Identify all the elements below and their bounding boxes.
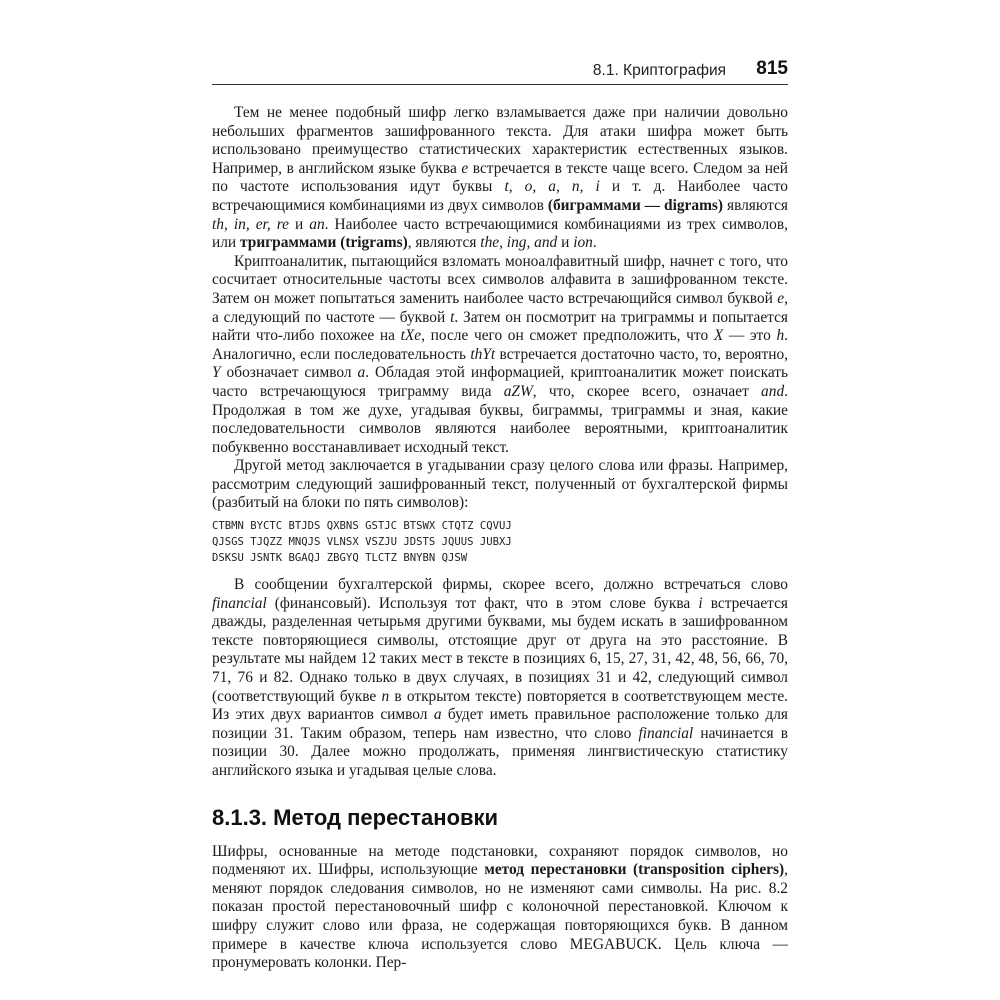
text-run: and [761,382,785,400]
text-run: встречается в тексте чаще всего. Следом за ней по частоте использования идут буквы [212,159,788,196]
text-run: a [357,364,366,382]
page-header [212,58,788,85]
text-run: , после чего он сможет предположить, что [421,327,714,345]
text-run: , что, скорее всего, означает [532,382,762,400]
paragraph-financial-example [212,576,788,781]
text-run: X [713,327,724,345]
text-run: t, o, a, n, i [504,178,600,196]
text-run: . Продолжая в том же духе, угадывая буквы, биграммы, триграммы и зная, какие последовательности символов являются наиболее вероятными, криптоаналитик побуквенно восстанавливает исходный текст. [212,382,788,456]
ciphertext-line: CTBMN BYCTC BTJDS QXBNS GSTJC BTSWX CTQTZ CQVUJ [212,520,512,533]
text-run: являются [723,196,789,214]
text-run: tXe [400,327,422,345]
paragraph-frequency-analysis [212,104,788,253]
body-text [212,104,788,973]
text-run: i [698,594,703,612]
text-run: e [461,159,469,177]
text-run: . Аналогично, если последовательность [212,327,788,363]
text-run: встречается дважды, разделенная четырьмя другими буквами, мы будем искать в зашифрованном тексте повторяющиеся символы, отстоящие друг от друга на это расстояние. В результате мы найдем 12 таких мест в тексте в позициях 6, 15, 27, 31, 42, 48, 56, 66, 70, 71, 76 и 82. Однако только в двух случаях, в позициях 31 и 42, следующий символ (соответствующий букве [212,594,788,705]
text-run: Другой метод заключается в угадывании сразу целого слова или фразы. Например, рассмотрим следующий зашифрованный текст, полученный от бухгалтерской фирмы (разбитый на блоки по пять символов): [212,457,788,512]
text-run: th, in, er, re [212,215,289,233]
text-run: , меняют порядок следования символов, но не изменяют сами символы. На рис. 8.2 показан простой перестановочный шифр с колоночной перестановкой. Ключом к шифру служит слово или фраза, не содержащая повторяющихся букв. В данном примере в качестве ключа используется слово MEGABUCK. Цель ключа — пронумеровать колонки. Пер- [212,861,788,972]
text-run: financial [638,724,694,742]
text-run: обозначает символ [220,364,358,382]
text-run: the, ing, and [480,234,558,252]
text-run: начинается в позиции 30. Далее можно продолжать, применяя лингвистическую статистику английского языка и угадывая целые слова. [212,724,788,779]
text-run: Y [212,364,221,382]
page-number: 815 [756,58,788,79]
running-head: 8.1. Криптография [592,62,726,79]
ciphertext-block [212,518,788,566]
text-run: thYt [470,345,496,363]
text-run: ion [573,234,593,252]
text-run: метод перестановки (transposition ciphers) [484,861,785,879]
text-run: , являются [407,234,481,252]
text-run: , а следующий по частоте — буквой [212,289,788,326]
text-run: будет иметь правильное расположение только для позиции 31. Таким образом, теперь нам известно, что слово [212,706,788,742]
text-run: h [776,327,785,345]
ciphertext-line: DSKSU JSNTK BGAQJ ZBGYQ TLCTZ BNYBN QJSW [212,552,468,565]
text-run: в открытом тексте) повторяется в соответствующем месте. Из этих двух вариантов символ [212,687,788,724]
text-run: . Затем он посмотрит на триграммы и попытается найти что-либо похожее на [212,308,788,345]
text-run: Шифры, основанные на методе подстановки, сохраняют порядок символов, но подменяют их. Шифры, использующие [212,842,788,879]
text-run: В сообщении бухгалтерской фирмы, скорее всего, должно встречаться слово [234,576,788,594]
text-run: aZW [503,382,533,400]
text-run: a [433,706,442,724]
paragraph-transposition-intro [212,843,788,973]
ciphertext-line: QJSGS TJQZZ MNQJS VLNSX VSZJU JDSTS JQUUS JUBXJ [212,536,512,549]
section-heading: 8.1.3. Метод перестановки [212,804,499,830]
text-run: (биграммами — digrams) [547,196,724,214]
text-run: — это [723,327,777,345]
text-run: и [557,234,574,252]
text-run: an [309,215,325,233]
text-run: встречается достаточно часто, то, вероятно, [495,345,788,363]
text-run: t [450,308,455,326]
paragraph-word-guessing [212,457,788,513]
text-run: и т. д. Наиболее часто встречающимися комбинациями из двух символов [212,178,788,214]
text-run: и [288,215,310,233]
text-run: e [777,289,785,307]
text-run: financial [212,594,267,612]
text-run: . [592,234,597,252]
text-run: Криптоаналитик, пытающийся взломать моноалфавитный шифр, начнет с того, что сосчитает относительные частоты всех символов алфавита в зашифрованном тексте. Затем он может попытаться заменить наиболее часто встречающийся символ буквой [212,252,788,307]
text-run: Тем не менее подобный шифр легко взламывается даже при наличии довольно небольших фрагментов зашифрованного текста. Для атаки шифра может быть использовано преимущество статистических характеристик естественных языков. Например, в английском языке буква [212,104,788,177]
text-run: . Наиболее часто встречающимися комбинациями из трех символов, или [212,215,788,252]
text-run: триграммами (trigrams) [240,234,408,252]
text-run: . Обладая этой информацией, криптоаналитик может поискать часто встречающуюся триграмму вида [212,364,788,400]
text-run: n [381,687,390,705]
paragraph-cryptanalyst-method [212,253,788,458]
text-run: (финансовый). Используя тот факт, что в этом слове буква [266,594,699,612]
